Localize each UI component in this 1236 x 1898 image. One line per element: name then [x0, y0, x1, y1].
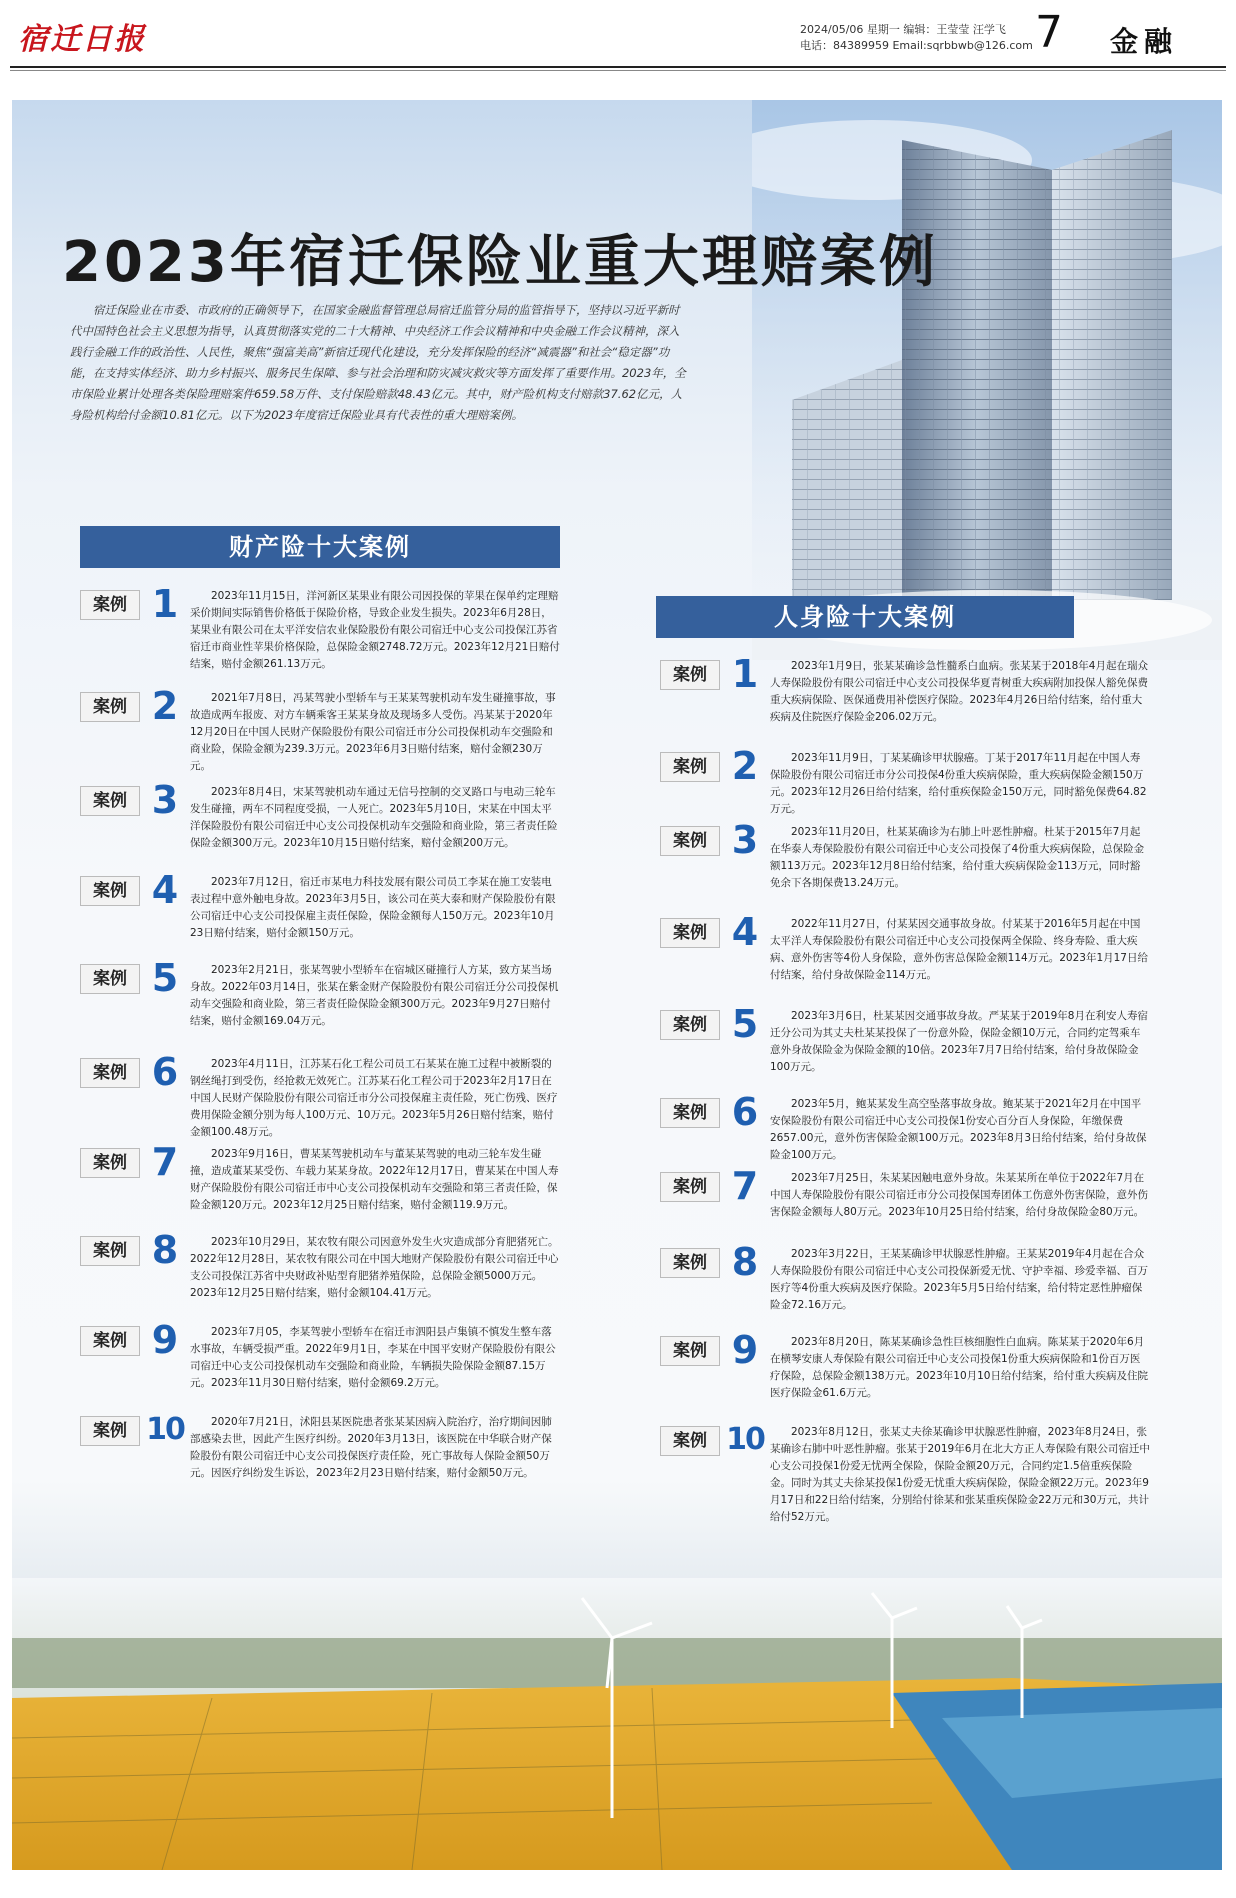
case-number: 8 — [731, 1240, 759, 1284]
case-number: 3 — [731, 818, 759, 862]
page-title: 2023年宿迁保险业重大理赔案例 — [62, 230, 938, 295]
wind-farm-field-illustration — [12, 1578, 1222, 1870]
case-text: 2023年8月4日，宋某驾驶机动车通过无信号控制的交叉路口与电动三轮车发生碰撞，两车不同程度受损，一人死亡。2023年5月10日，宋某在中国太平洋保险股份有限公司宿迁中心支公司投保机动车交强险和商业险，第三者责任险保险金额300万元。2023年10月15日赔付结案，赔付金额200万元。 — [190, 786, 558, 849]
case-label: 案例 — [660, 1098, 720, 1128]
masthead-rule — [10, 66, 1226, 68]
case-label: 案例 — [80, 1148, 140, 1178]
case-text: 2023年11月9日，丁某某确诊甲状腺癌。丁某于2017年11月起在中国人寿保险股份有限公司宿迁市分公司投保4份重大疾病保险，重大疾病保险金额150万元。2023年12月26日给付结案，给付重疾保险金150万元，同时豁免保费64.82万元。 — [770, 752, 1147, 815]
case-text: 2023年11月20日，杜某某确诊为右肺上叶恶性肿瘤。杜某于2015年7月起在华泰人寿保险股份有限公司宿迁中心支公司投保了4份重大疾病保险，总保险金额113万元。2023年12月8日给付结案，给付重大疾病保险金113万元，同时豁免余下各期保费13.24万元。 — [770, 826, 1145, 889]
case-text: 2023年7月05，李某驾驶小型轿车在宿迁市泗阳县卢集镇不慎发生整车落水事故，车辆受损严重。2022年9月1日，李某在中国平安财产保险股份有限公司宿迁中心支公司投保机动车交强险和商业险，车辆损失险保险金额87.15万元。2023年11月30日赔付结案，赔付金额69.2万元。 — [190, 1326, 556, 1389]
case-text: 2023年1月9日，张某某确诊急性髓系白血病。张某某于2018年4月起在瑞众人寿保险股份有限公司宿迁中心支公司投保华夏青树重大疾病附加投保人豁免保费重大疾病保险、医保通费用补偿医疗保险。2023年4月26日给付结案，给付重大疾病及住院医疗保险金206.02万元。 — [770, 660, 1148, 723]
case-number: 9 — [731, 1328, 759, 1372]
case-number: 4 — [731, 910, 759, 954]
case-number: 5 — [151, 956, 179, 1000]
case-label: 案例 — [80, 590, 140, 620]
case-text: 2023年5月，鲍某某发生高空坠落事故身故。鲍某某于2021年2月在中国平安保险股份有限公司宿迁中心支公司投保1份安心百分百人身保险，年缴保费2657.00元，意外伤害保险金额100万元。2023年8月3日给付结案，给付身故保险金100万元。 — [770, 1098, 1147, 1161]
case-label: 案例 — [660, 826, 720, 856]
case-number: 6 — [151, 1050, 179, 1094]
case-number: 8 — [151, 1228, 179, 1272]
case-number: 3 — [151, 778, 179, 822]
case-text: 2023年8月20日，陈某某确诊急性巨核细胞性白血病。陈某某于2020年6月在横琴安康人寿保险有限公司宿迁中心支公司投保1份重大疾病保险和1份百万医疗保险，总保险金额138万元。2023年10月10日给付结案，给付重大疾病及住院医疗保险金61.6万元。 — [770, 1336, 1148, 1399]
newspaper-logo: 宿迁日报 — [18, 22, 146, 57]
case-number: 10 — [726, 1422, 764, 1457]
case-number: 7 — [151, 1140, 179, 1184]
case-label: 案例 — [80, 1326, 140, 1356]
case-number: 1 — [731, 652, 759, 696]
case-number: 1 — [151, 582, 179, 626]
case-text: 2023年10月29日，某农牧有限公司因意外发生火灾造成部分育肥猪死亡。2022年12月28日，某农牧有限公司在中国大地财产保险股份有限公司宿迁中心支公司投保江苏省中央财政补贴型育肥猪养殖保险，总保险金额5000万元。2023年12月25日赔付结案，赔付金额104.41万元。 — [190, 1236, 559, 1299]
case-label: 案例 — [660, 660, 720, 690]
case-label: 案例 — [80, 786, 140, 816]
case-number: 5 — [731, 1002, 759, 1046]
case-number: 9 — [151, 1318, 179, 1362]
case-label: 案例 — [80, 876, 140, 906]
case-label: 案例 — [80, 1058, 140, 1088]
case-text: 2020年7月21日，沭阳县某医院患者张某某因病入院治疗，治疗期间因肺部感染去世，因此产生医疗纠纷。2020年3月13日，该医院在中华联合财产保险股份有限公司宿迁中心支公司投保医疗责任险，死亡事故每人保险金额50万元。因医疗纠纷发生诉讼，2023年2月23日赔付结案，赔付金额50万元。 — [190, 1416, 552, 1479]
masthead — [0, 0, 1236, 70]
intro-paragraph: 宿迁保险业在市委、市政府的正确领导下，在国家金融监督管理总局宿迁监管分局的监管指导下，坚持以习近平新时代中国特色社会主义思想为指导，认真贯彻落实党的二十大精神、中央经济工作会议精神和中央金融工作会议精神，深入践行金融工作的政治性、人民性，聚焦“强富美高”新宿迁现代化建设，充分发挥保险的经济“减震器”和社会“稳定器”功能，在支持实体经济、助力乡村振兴、服务民生保障、参与社会治理和防灾减灾救灾等方面发挥了重要作用。2023年，全市保险业累计处理各类保险理赔案件659.58万件、支付保险赔款48.43亿元。其中，财产险机构支付赔款37.62亿元，人身险机构给付金额10.81亿元。以下为2023年度宿迁保险业具有代表性的重大理赔案例。 — [70, 303, 686, 422]
case-number: 4 — [151, 868, 179, 912]
case-label: 案例 — [660, 1336, 720, 1366]
case-label: 案例 — [80, 1236, 140, 1266]
case-number: 2 — [731, 744, 759, 788]
case-number: 7 — [731, 1164, 759, 1208]
masthead-rule-thin — [10, 70, 1226, 71]
case-text: 2023年8月12日，张某丈夫徐某确诊甲状腺恶性肿瘤，2023年8月24日，张某确诊右肺中叶恶性肿瘤。张某于2019年6月在北大方正人寿保险有限公司宿迁中心支公司投保1份爱无忧两全保险，保险金额20万元，合同约定1.5倍重疾保险金。同时为其丈夫徐某投保1份爱无忧重大疾病保险，保险金额22万元。2023年9月17日和22日给付结案，分别给付徐某和张某重疾保险金22万元和30万元，共计给付52万元。 — [770, 1426, 1150, 1523]
page-number: 7 — [1035, 7, 1063, 58]
date-editor-line: 2024/05/06 星期一 编辑：王莹莹 汪学飞 — [800, 23, 1006, 36]
case-label: 案例 — [80, 1416, 140, 1446]
section-name: 金融 — [1110, 25, 1179, 58]
case-number: 2 — [151, 684, 179, 728]
case-number: 10 — [146, 1412, 184, 1447]
case-text: 2023年3月6日，杜某某因交通事故身故。严某某于2019年8月在利安人寿宿迁分公司为其丈夫杜某某投保了一份意外险，保险金额10万元，合同约定驾乘车意外身故保险金为保险金额的10倍。2023年7月7日给付结案，给付身故保险金100万元。 — [770, 1010, 1148, 1073]
case-label: 案例 — [660, 752, 720, 782]
case-text: 2023年7月25日，朱某某因触电意外身故。朱某某所在单位于2022年7月在中国人寿保险股份有限公司宿迁市分公司投保国寿团体工伤意外伤害保险，意外伤害保险金额每人80万元。2023年10月25日给付结案，给付身故保险金80万元。 — [770, 1172, 1148, 1218]
case-label: 案例 — [80, 692, 140, 722]
life-section-header: 人身险十大案例 — [656, 596, 1074, 638]
case-label: 案例 — [660, 918, 720, 948]
case-text: 2022年11月27日，付某某因交通事故身故。付某某于2016年5月起在中国太平洋人寿保险股份有限公司宿迁中心支公司投保两全保险、终身寿险、重大疾病、意外伤害等4份人身保险，意外伤害总保险金额114万元。2023年1月17日给付结案，给付身故保险金114万元。 — [770, 918, 1148, 981]
skyscraper-illustration — [752, 100, 1222, 660]
case-text: 2021年7月8日，冯某驾驶小型轿车与王某某驾驶机动车发生碰撞事故，事故造成两车报废、对方车辆乘客王某某身故及现场多人受伤。冯某某于2020年12月20日在中国人民财产保险股份有限公司宿迁市分公司投保机动车交强险和商业险，保险金额为239.3万元。2023年6月3日赔付结案，赔付金额230万元。 — [190, 692, 556, 772]
case-label: 案例 — [660, 1426, 720, 1456]
case-number: 6 — [731, 1090, 759, 1134]
case-text: 2023年9月16日，曹某某驾驶机动车与董某某驾驶的电动三轮车发生碰撞，造成董某某受伤、车载力某某身故。2022年12月17日，曹某某在中国人寿财产保险股份有限公司宿迁市中心支公司投保机动车交强险和第三者责任险，保险金额120万元。2023年12月25日赔付结案，赔付金额119.9万元。 — [190, 1148, 559, 1211]
case-label: 案例 — [660, 1248, 720, 1278]
case-label: 案例 — [660, 1010, 720, 1040]
case-text: 2023年3月22日，王某某确诊甲状腺恶性肿瘤。王某某2019年4月起在合众人寿保险股份有限公司宿迁中心支公司投保新爱无忧、守护幸福、珍爱幸福、百万医疗等4份重大疾病及医疗保险。2023年5月5日给付结案，给付特定恶性肿瘤保险金72.16万元。 — [770, 1248, 1148, 1311]
case-label: 案例 — [660, 1172, 720, 1202]
masthead-meta — [800, 22, 1033, 54]
case-text: 2023年11月15日，洋河新区某果业有限公司因投保的苹果在保单约定理赔采价期间实际销售价格低于保险价格，导致企业发生损失。2023年6月28日，某果业有限公司在太平洋安信农业保险股份有限公司宿迁中心支公司投保江苏省宿迁市商业性苹果价格保险，总保险金额2748.72万元。2023年12月21日赔付结案，赔付金额261.13万元。 — [190, 590, 560, 670]
case-label: 案例 — [80, 964, 140, 994]
property-section-header: 财产险十大案例 — [80, 526, 560, 568]
case-text: 2023年7月12日，宿迁市某电力科技发展有限公司员工李某在施工安装电表过程中意外触电身故。2023年3月5日，该公司在英大泰和财产保险股份有限公司宿迁中心支公司投保雇主责任保险，保险金额每人150万元。2023年10月23日赔付结案，赔付金额150万元。 — [190, 876, 556, 939]
case-text: 2023年4月11日，江苏某石化工程公司员工石某某在施工过程中被断裂的钢丝绳打到受伤，经抢救无效死亡。江苏某石化工程公司于2023年2月17日在中国人民财产保险股份有限公司宿迁市分公司投保雇主责任险，死亡伤残、医疗费用保险金额分别为每人100万元、10万元。2023年5月26日赔付结案，赔付金额100.48万元。 — [190, 1058, 558, 1138]
case-text: 2023年2月21日，张某驾驶小型轿车在宿城区碰撞行人方某，致方某当场身故。2022年03月14日，张某在紫金财产保险股份有限公司宿迁分公司投保机动车交强险和商业险，第三者责任险保险金额300万元。2023年9月27日赔付结案，赔付金额169.04万元。 — [190, 964, 559, 1027]
contact-line: 电话：84389959 Email:sqrbbwb@126.com — [800, 39, 1033, 52]
